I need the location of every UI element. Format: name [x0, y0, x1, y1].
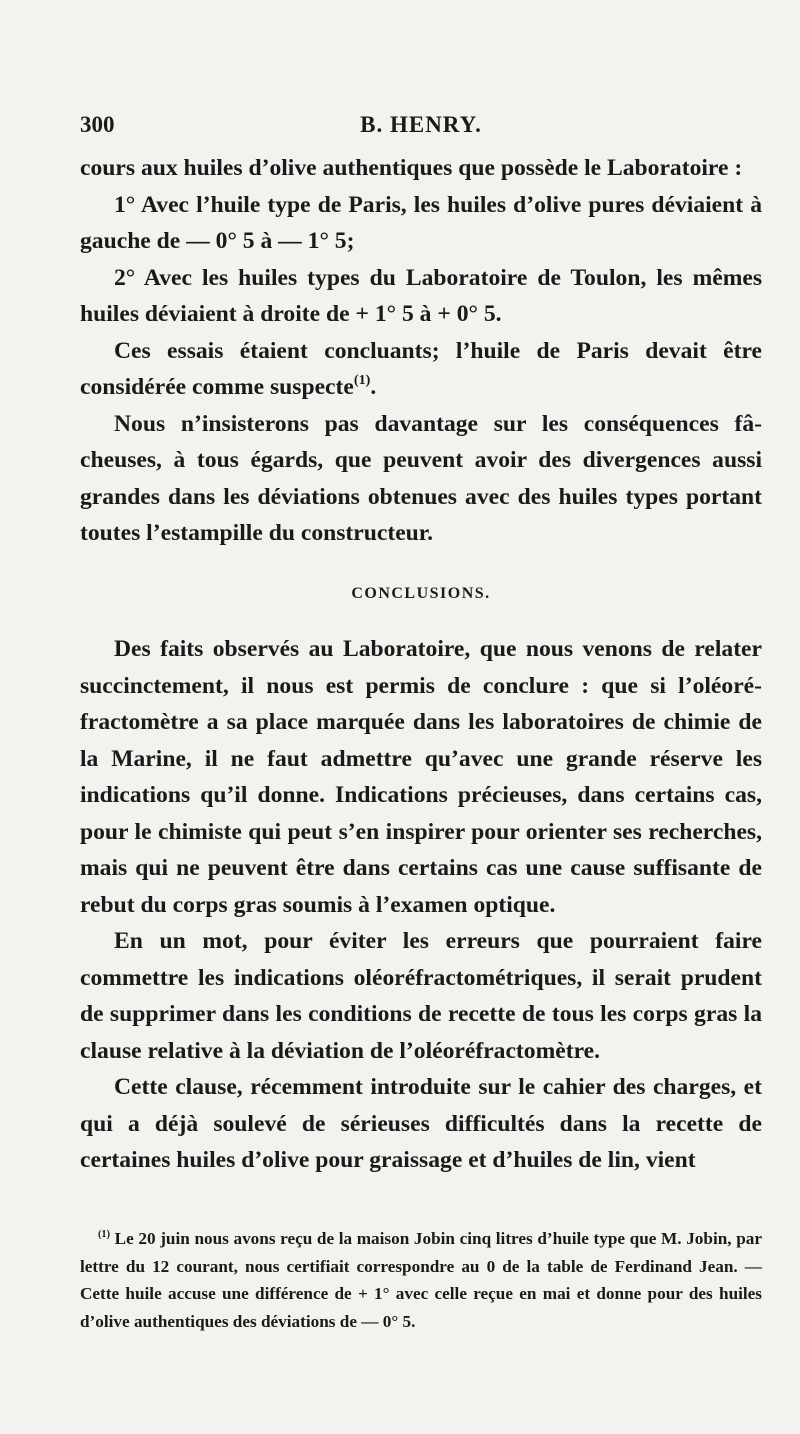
paragraph-paris-oil: 1° Avec l’huile type de Paris, les huiles d’olive pures déviaient à gauche de — 0° 5 à — 1° 5; [80, 191, 762, 254]
paragraph-suspecte-end: . [370, 374, 377, 400]
paragraph-continuation: cours aux huiles d’olive authentiques que possède le Laboratoire : [80, 155, 743, 181]
paragraph-conclusion-clause: Cette clause, récemment introduite sur le cahier des charges, et qui a déjà soulevé de sérieuses difficultés dans la recette de certaines huiles d’olive pour graissage et d’huiles de lin, vient [80, 1074, 762, 1173]
running-title: B. HENRY. [360, 112, 482, 137]
paragraph-toulon-oil: 2° Avec les huiles types du Laboratoire de Toulon, les mêmes huiles déviaient à droite de + 1° 5 à + 0° 5. [80, 264, 762, 327]
page-number: 300 [80, 112, 115, 137]
section-heading: CONCLUSIONS. [351, 585, 491, 602]
paragraph-conclusion-proposal: En un mot, pour éviter les erreurs que pourraient faire commettre les indications oléoréfractométriques, il serait prudent de supprimer dans les conditions de recette de tous les corps gras la clause relative à la déviation de l’oléoréfractomètre. [80, 928, 762, 1064]
paragraph-conclusion-facts: Des faits observés au Laboratoire, que nous venons de relater succinctement, il nous est permis de conclure : que si l’oléoréfractomètre a sa place marquée dans les laboratoires de chimie de la Marine, il ne faut admettre qu’avec une grande réserve les indications qu’il donne. Indications précieuses, dans certains cas, pour le chimiste qui peut s’en inspirer pour orienter ses recherches, mais qui ne peuvent être dans certains cas une cause suffisante de rebut du corps gras soumis à l’examen optique. [80, 636, 762, 918]
paragraph-consequences: Nous n’insisterons pas davantage sur les conséquences fâcheuses, à tous égards, que peuvent avoir des divergences aussi grandes dans les déviations obtenues avec des huiles types portant toutes l’estampille du constructeur. [80, 410, 762, 546]
body-text-top [80, 150, 762, 552]
footnote-reference: (1) [353, 372, 371, 389]
running-head [80, 112, 762, 142]
paragraph-suspecte [80, 333, 762, 406]
footnote-text: Le 20 juin nous avons reçu de la maison Jobin cinq litres d’huile type que M. Jobin, par lettre du 12 courant, nous certifiait correspondre au 0 de la table de Ferdinand Jean. — Cette huile accuse une différence de + 1° avec celle reçue en mai et donne pour des huiles d’olive authentiques des déviations de — 0° 5. [80, 1229, 762, 1331]
body-text-conclusions [80, 631, 762, 1179]
footnote-marker: (1) [98, 1228, 111, 1240]
paragraph-suspecte-text: Ces essais étaient concluants; l’huile de Paris devait être considérée comme suspecte [80, 337, 762, 400]
footnote [80, 1225, 762, 1335]
